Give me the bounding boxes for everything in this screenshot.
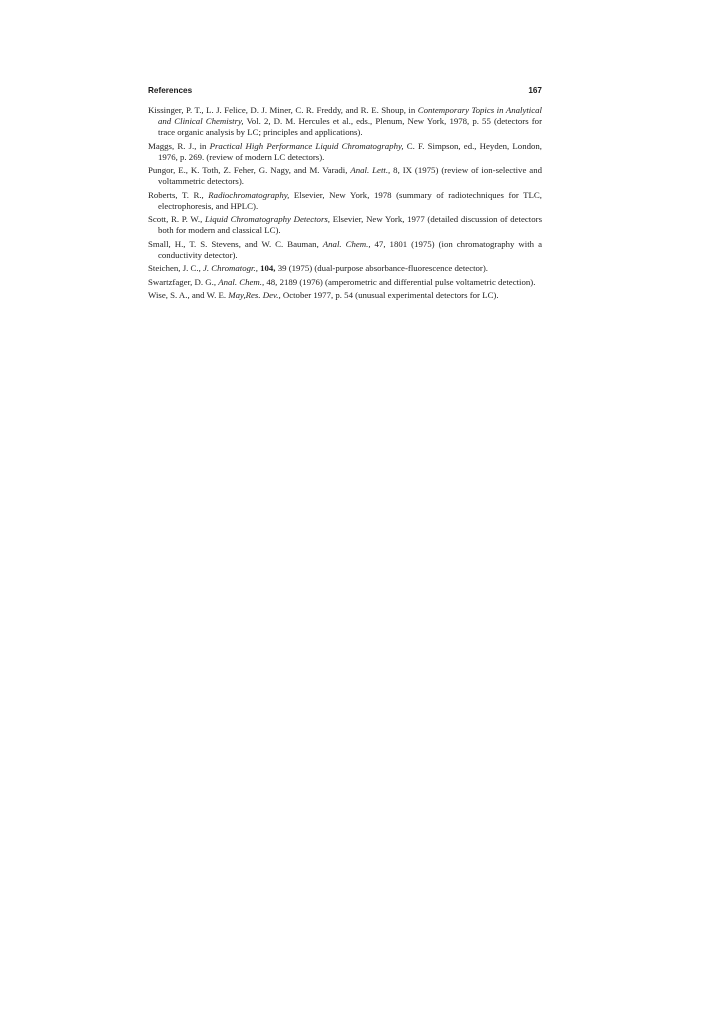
reference-details: Elsevier, New York, 1978 (summary of radiotechniques for TLC, electrophoresis, and HPLC). bbox=[158, 189, 542, 211]
reference-authors: Pungor, E., K. Toth, Z. Feher, G. Nagy, and M. Varadi, bbox=[148, 165, 351, 175]
reference-details: 47, 1801 (1975) (ion chromatography with a conductivity detector). bbox=[158, 238, 542, 260]
reference-entry bbox=[148, 165, 542, 187]
reference-volume: 104, bbox=[260, 263, 276, 273]
reference-authors: Roberts, T. R., bbox=[148, 189, 209, 200]
reference-authors: Steichen, J. C., bbox=[148, 263, 203, 273]
reference-details: Elsevier, New York, 1977 (detailed discussion of detectors both for modern and classical LC). bbox=[158, 214, 542, 235]
section-title: References bbox=[148, 86, 193, 95]
document-page bbox=[148, 86, 542, 304]
reference-list bbox=[148, 105, 542, 301]
reference-title: Radiochromatography, bbox=[208, 189, 290, 200]
reference-title: J. Chromatogr., bbox=[202, 263, 258, 273]
reference-title: Anal. Chem., bbox=[218, 276, 265, 287]
reference-details: 39 (1975) (dual-purpose absorbance-fluorescence detector). bbox=[275, 263, 488, 273]
reference-details: October 1977, p. 54 (unusual experimental detectors for LC). bbox=[280, 290, 499, 300]
reference-authors: Maggs, R. J., in bbox=[148, 140, 210, 151]
running-head bbox=[148, 86, 542, 95]
reference-title: Contemporary Topics in Analytical and Clinical Chemistry, bbox=[158, 105, 542, 126]
reference-entry bbox=[148, 141, 542, 163]
reference-entry bbox=[148, 105, 542, 138]
reference-authors: Swartzfager, D. G., bbox=[148, 276, 219, 287]
reference-entry bbox=[148, 277, 542, 288]
reference-details: Vol. 2, D. M. Hercules et al., eds., Plenum, New York, 1978, p. 55 (detectors for trace organic analysis by LC; principles and applications). bbox=[158, 116, 542, 137]
reference-authors: Small, H., T. S. Stevens, and W. C. Bauman, bbox=[148, 238, 323, 249]
reference-entry bbox=[148, 263, 542, 274]
reference-authors: Kissinger, P. T., L. J. Felice, D. J. Miner, C. R. Freddy, and R. E. Shoup, in bbox=[148, 105, 418, 115]
reference-title: Liquid Chromatography Detectors, bbox=[204, 214, 331, 224]
reference-details: 48, 2189 (1976) (amperometric and differential pulse voltametric detection). bbox=[264, 276, 536, 287]
reference-entry bbox=[148, 190, 542, 212]
reference-title: Anal. Lett., bbox=[350, 165, 391, 175]
reference-title: May,Res. Dev., bbox=[228, 290, 281, 300]
reference-entry bbox=[148, 214, 542, 236]
reference-authors: Scott, R. P. W., bbox=[148, 214, 205, 224]
reference-title: Anal. Chem., bbox=[322, 238, 371, 249]
reference-entry bbox=[148, 290, 542, 301]
reference-details: 8, IX (1975) (review of ion-selective and voltammetric detectors). bbox=[158, 165, 542, 186]
reference-details: C. F. Simpson, ed., Heyden, London, 1976, p. 269. (review of modern LC detectors). bbox=[158, 140, 542, 162]
reference-authors: Wise, S. A., and W. E. bbox=[148, 290, 229, 300]
page-number: 167 bbox=[528, 86, 542, 95]
reference-entry bbox=[148, 239, 542, 261]
reference-title: Practical High Performance Liquid Chromatography, bbox=[209, 140, 404, 151]
